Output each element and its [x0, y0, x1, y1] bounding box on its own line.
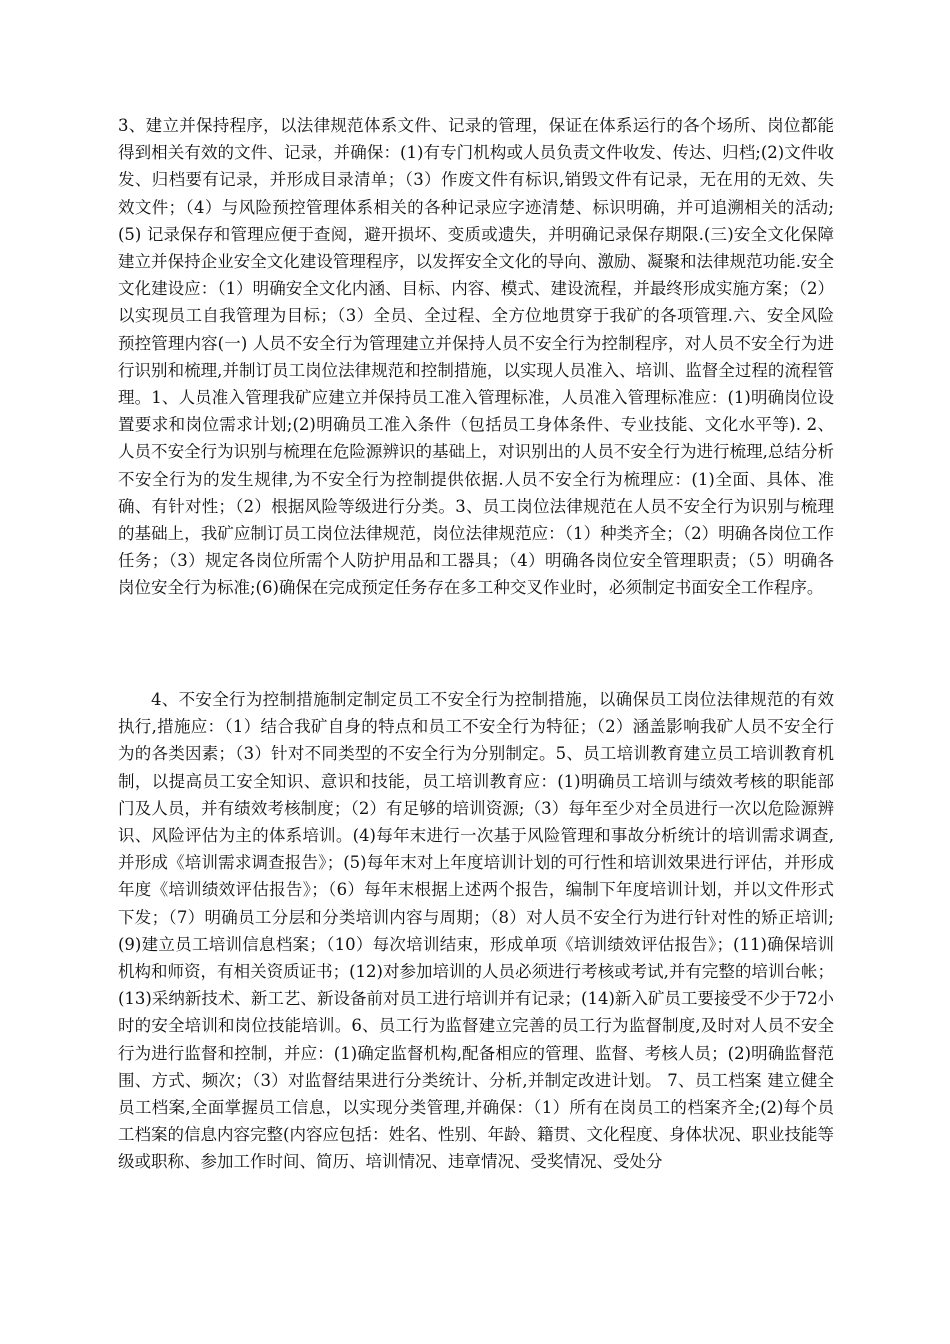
paragraph-2: 4、不安全行为控制措施制定制定员工不安全行为控制措施，以确保员工岗位法律规范的有效执行,措施应：（1）结合我矿自身的特点和员工不安全行为特征；（2）涵盖影响我矿人员不安全行为的各类因素；（3）针对不同类型的不安全行为分别制定。5、员工培训教育建立员工培训教育机制，以提高员工安全知识、意识和技能，员工培训教育应：(1)明确员工培训与绩效考核的职能部门及人员，并有绩效考核制度；（2）有足够的培训资源;（3）每年至少对全员进行一次以危险源辨识、风险评估为主的体系培训。(4)每年末进行一次基于风险管理和事故分析统计的培训需求调查,并形成《培训需求调查报告》；(5)每年末对上年度培训计划的可行性和培训效果进行评估，并形成年度《培训绩效评估报告》；（6）每年末根据上述两个报告，编制下年度培训计划，并以文件形式下发；（7）明确员工分层和分类培训内容与周期；（8）对人员不安全行为进行针对性的矫正培训;(9)建立员工培训信息档案；（10）每次培训结束，形成单项《培训绩效评估报告》；(11)确保培训机构和师资，有相关资质证书；(12)对参加培训的人员必须进行考核或考试,并有完整的培训台帐；(13)采纳新技术、新工艺、新设备前对员工进行培训并有记录；(14)新入矿员工要接受不少于72小时的安全培训和岗位技能培训。6、员工行为监督建立完善的员工行为监督制度,及时对人员不安全行为进行监督和控制，并应：(1)确定监督机构,配备相应的管理、监督、考核人员；(2)明确监督范围、方式、频次；（3）对监督结果进行分类统计、分析,并制定改进计划。 7、员工档案 建立健全员工档案,全面掌握员工信息，以实现分类管理,并确保：（1）所有在岗员工的档案齐全;(2)每个员工档案的信息内容完整(内容应包括：姓名、性别、年龄、籍贯、文化程度、身体状况、职业技能等级或职称、参加工作时间、简历、培训情况、违章情况、受奖情况、受处分 [118, 690, 834, 1172]
paragraph-1: 3、建立并保持程序，以法律规范体系文件、记录的管理，保证在体系运行的各个场所、岗位都能得到相关有效的文件、记录，并确保：(1)有专门机构或人员负责文件收发、传达、归档;(2)文件收发、归档要有记录，并形成目录清单；（3）作废文件有标识,销毁文件有记录，无在用的无效、失效文件；（4）与风险预控管理体系相关的各种记录应字迹清楚、标识明确，并可追溯相关的活动;(5) 记录保存和管理应便于查阅，避开损坏、变质或遗失，并明确记录保存期限.(三)安全文化保障建立并保持企业安全文化建设管理程序，以发挥安全文化的导向、激励、凝聚和法律规范功能.安全文化建设应：（1）明确安全文化内涵、目标、内容、模式、建设流程，并最终形成实施方案；（2）以实现员工自我管理为目标；（3）全员、全过程、全方位地贯穿于我矿的各项管理.六、安全风险预控管理内容(一) 人员不安全行为管理建立并保持人员不安全行为控制程序，对人员不安全行为进行识别和梳理,并制订员工岗位法律规范和控制措施，以实现人员准入、培训、监督全过程的流程管理。1、人员准入管理我矿应建立并保持员工准入管理标准，人员准入管理标准应：(1)明确岗位设置要求和岗位需求计划;(2)明确员工准入条件（包括员工身体条件、专业技能、文化水平等). 2、人员不安全行为识别与梳理在危险源辨识的基础上，对识别出的人员不安全行为进行梳理,总结分析不安全行为的发生规律,为不安全行为控制提供依据.人员不安全行为梳理应：(1)全面、具体、准确、有针对性；（2）根据风险等级进行分类。3、员工岗位法律规范在人员不安全行为识别与梳理的基础上，我矿应制订员工岗位法律规范，岗位法律规范应：（1）种类齐全；（2）明确各岗位工作任务；（3）规定各岗位所需个人防护用品和工器具；（4）明确各岗位安全管理职责；（5）明确各岗位安全行为标准;(6)确保在完成预定任务存在多工种交叉作业时，必须制定书面安全工作程序。 [118, 116, 834, 598]
